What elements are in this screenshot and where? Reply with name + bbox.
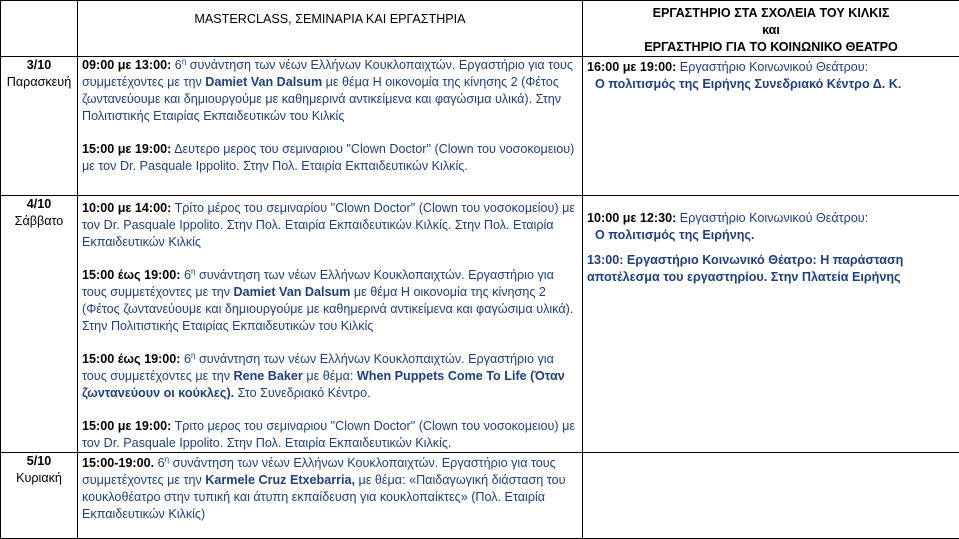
- entry-time: 09:00 με 13:00:: [82, 58, 171, 72]
- entry: 09:00 με 13:00: $6^\eta$ συνάντηση των νέων Ελλήνων Κουκλοπαιχτών. Εργαστήριο για τους συμμετέχοντες με την Damiet Van Dalsum με θέμα Η οικονομία της κίνησης 2 (Φέτος ζωντανεύουμε και δημιουργούμε με καθημερινά αντικείμενα και φαγώσιμα υλικά). Στην Πολιτιστικής Εταιρίας Εκπαιδευτικών του Κιλκίς: [82, 57, 578, 125]
- header-row: [1, 1, 959, 57]
- schedule-row: [1, 453, 959, 539]
- main-cell: [78, 57, 583, 196]
- side-title: 13:00: Εργαστήριο Κοινωνικό Θέατρο: Η παράσταση αποτέλεσμα του εργαστηρίου. Στην Πλατεία Ειρήνης: [587, 253, 903, 284]
- day-cell: [1, 196, 78, 453]
- header-side-line2: και: [762, 23, 780, 37]
- entry-time: 15:00 με 19:00:: [82, 419, 171, 433]
- side-entry: [587, 59, 955, 93]
- day-date: 5/10: [27, 454, 52, 468]
- day-date: 4/10: [27, 197, 52, 211]
- entry-text: συνάντηση των νέων Ελλήνων Κουκλοπαιχτών. Εργαστήριο για τους συμμετέχοντες με την: [82, 352, 554, 383]
- entry: [82, 418, 578, 452]
- entry-text: συνάντηση των νέων Ελλήνων Κουκλοπαιχτών. Εργαστήριο για τους συμμετέχοντες με την: [82, 58, 573, 89]
- day-date: 3/10: [27, 58, 52, 72]
- entry: [82, 200, 578, 251]
- instructor-name: Damiet Van Dalsum: [234, 285, 351, 299]
- side-title: Ο πολιτισμός της Ειρήνης.: [595, 228, 754, 242]
- schedule-row: [1, 196, 959, 453]
- header-side: [583, 1, 959, 57]
- side-cell: [583, 453, 959, 539]
- side-title: Ο πολιτισμός της Ειρήνης Συνεδριακό Κέντρο Δ. Κ.: [595, 77, 901, 91]
- entry-text: Δευτερο μερος του σεμιναριου "Clown Doctor" (Clown του νοσοκομειου) με τον Dr. Pasquale Ippolito. Στην Πολ. Εταιρία Εκπαιδευτικών Κιλκίς.: [82, 142, 574, 173]
- day-cell: [1, 57, 78, 196]
- side-time: 10:00 με 12:30:: [587, 211, 676, 225]
- day-name: Σάββατο: [15, 214, 64, 228]
- entry-time: 10:00 με 14:00:: [82, 201, 171, 215]
- side-time: 16:00 με 19:00:: [587, 60, 676, 74]
- day-name: Κυριακή: [16, 471, 62, 485]
- instructor-name: Damiet Van Dalsum: [205, 75, 322, 89]
- entry-text: με θέμα: «Παιδαγωγική διάσταση του κουκλοθέατρο στην τυπική και άτυπη εκπαίδευση για κουκλοπαίκτες» (Πολ. Εταιρία Εκπαιδευτικών Κιλκίς): [82, 473, 565, 521]
- side-cell: [583, 196, 959, 453]
- day-name: Παρασκευή: [7, 75, 71, 89]
- entry-time: 15:00 έως 19:00:: [82, 268, 180, 282]
- header-side-line3: ΕΡΓΑΣΤΗΡΙΟ ΓΙΑ ΤΟ ΚΟΙΝΩΝΙΚΟ ΘΕΑΤΡΟ: [644, 40, 898, 54]
- header-side-line1: ΕΡΓΑΣΤΗΡΙΟ ΣΤΑ ΣΧΟΛΕΙΑ ΤΟΥ ΚΙΛΚΙΣ: [653, 6, 890, 20]
- side-text: Εργαστήριο Κοινωνικού Θεάτρου:: [676, 60, 868, 74]
- entry-text: συνάντηση των νέων Ελλήνων Κουκλοπαιχτών. Εργαστήριο για τους συμμετέχοντες με την: [82, 268, 554, 299]
- entry-text: με θέμα:: [303, 369, 357, 383]
- side-text: Εργαστήριο Κοινωνικού Θεάτρου:: [676, 211, 868, 225]
- workshop-title: When Puppets Come To Life (Όταν ζωντανεύουν οι κούκλες).: [82, 369, 565, 400]
- entry-text: Τριτο μερος του σεμιναριου "Clown Doctor" (Clown του νοσοκομειου) με τον Dr. Pasquale Ippolito. Στην Πολ. Εταιρία Εκπαιδευτικών Κιλκίς.: [82, 419, 575, 450]
- side-cell: [583, 57, 959, 196]
- schedule-row: [1, 57, 959, 196]
- entry-time: 15:00 με 19:00:: [82, 142, 171, 156]
- entry-text: Τρίτο μέρος του σεμιναρίου "Clown Doctor" (Clown του νοσοκομείου) με τον Dr. Pasquale Ippolito. Στην Πολ. Εταιρία Εκπαιδευτικών Κιλκίς. Στην Πολ. Εταιρία Εκπαιδευτικών Κιλκίς: [82, 201, 575, 249]
- instructor-name: Karmele Cruz Etxebarria,: [205, 473, 355, 487]
- main-cell: [78, 453, 583, 539]
- entry: [82, 141, 578, 175]
- side-entry: [587, 252, 955, 286]
- main-cell: [78, 196, 583, 453]
- instructor-name: Rene Baker: [234, 369, 303, 383]
- entry-time: 15:00-19:00.: [82, 456, 154, 470]
- entry-text: συνάντηση των νέων Ελλήνων Κουκλοπαιχτών. Εργαστήριο για τους συμμετέχοντες με την: [82, 456, 556, 487]
- side-entry: [587, 210, 955, 244]
- entry-text: με θέμα Η οικονομία της κίνησης 2 (Φέτος ζωντανεύουμε και δημιουργούμε με καθημερινά αντικείμενα και φαγώσιμα υλικά). Στην Πολιτιστικής Εταιρίας Εκπαιδευτικών του Κιλκίς: [82, 285, 573, 333]
- entry-text: με θέμα Η οικονομία της κίνησης 2 (Φέτος ζωντανεύουμε και δημιουργούμε με καθημερινά αντικείμενα και φαγώσιμα υλικά). Στην Πολιτιστικής Εταιρίας Εκπαιδευτικών του Κιλκίς: [82, 75, 561, 123]
- header-main: MASTERCLASS, ΣΕΜΙΝΑΡΙΑ ΚΑΙ ΕΡΓΑΣΤΗΡΙΑ: [78, 1, 583, 57]
- header-empty-cell: [1, 1, 78, 57]
- entry: 15:00-19:00. $6^\eta$ συνάντηση των νέων Ελλήνων Κουκλοπαιχτών. Εργαστήριο για τους συμμετέχοντες με την Karmele Cruz Etxebarria, με θέμα: «Παιδαγωγική διάσταση του κουκλοθέατρο στην τυπική και άτυπη εκπαίδευση για κουκλοπαίκτες» (Πολ. Εταιρία Εκπαιδευτικών Κιλκίς): [82, 455, 578, 523]
- entry-time: 15:00 έως 19:00:: [82, 352, 180, 366]
- entry: 15:00 έως 19:00: $6^\eta$ συνάντηση των νέων Ελλήνων Κουκλοπαιχτών. Εργαστήριο για τους συμμετέχοντες με την Rene Baker με θέμα: When Puppets Come To Life (Όταν ζωντανεύουν οι κούκλες). Στο Συνεδριακό Κέντρο.: [82, 351, 578, 402]
- day-cell: [1, 453, 78, 539]
- entry-text: Στο Συνεδριακό Κέντρο.: [234, 386, 370, 400]
- entry: 15:00 έως 19:00: $6^\eta$ συνάντηση των νέων Ελλήνων Κουκλοπαιχτών. Εργαστήριο για τους συμμετέχοντες με την Damiet Van Dalsum με θέμα Η οικονομία της κίνησης 2 (Φέτος ζωντανεύουμε και δημιουργούμε με καθημερινά αντικείμενα και φαγώσιμα υλικά). Στην Πολιτιστικής Εταιρίας Εκπαιδευτικών του Κιλκίς: [82, 267, 578, 335]
